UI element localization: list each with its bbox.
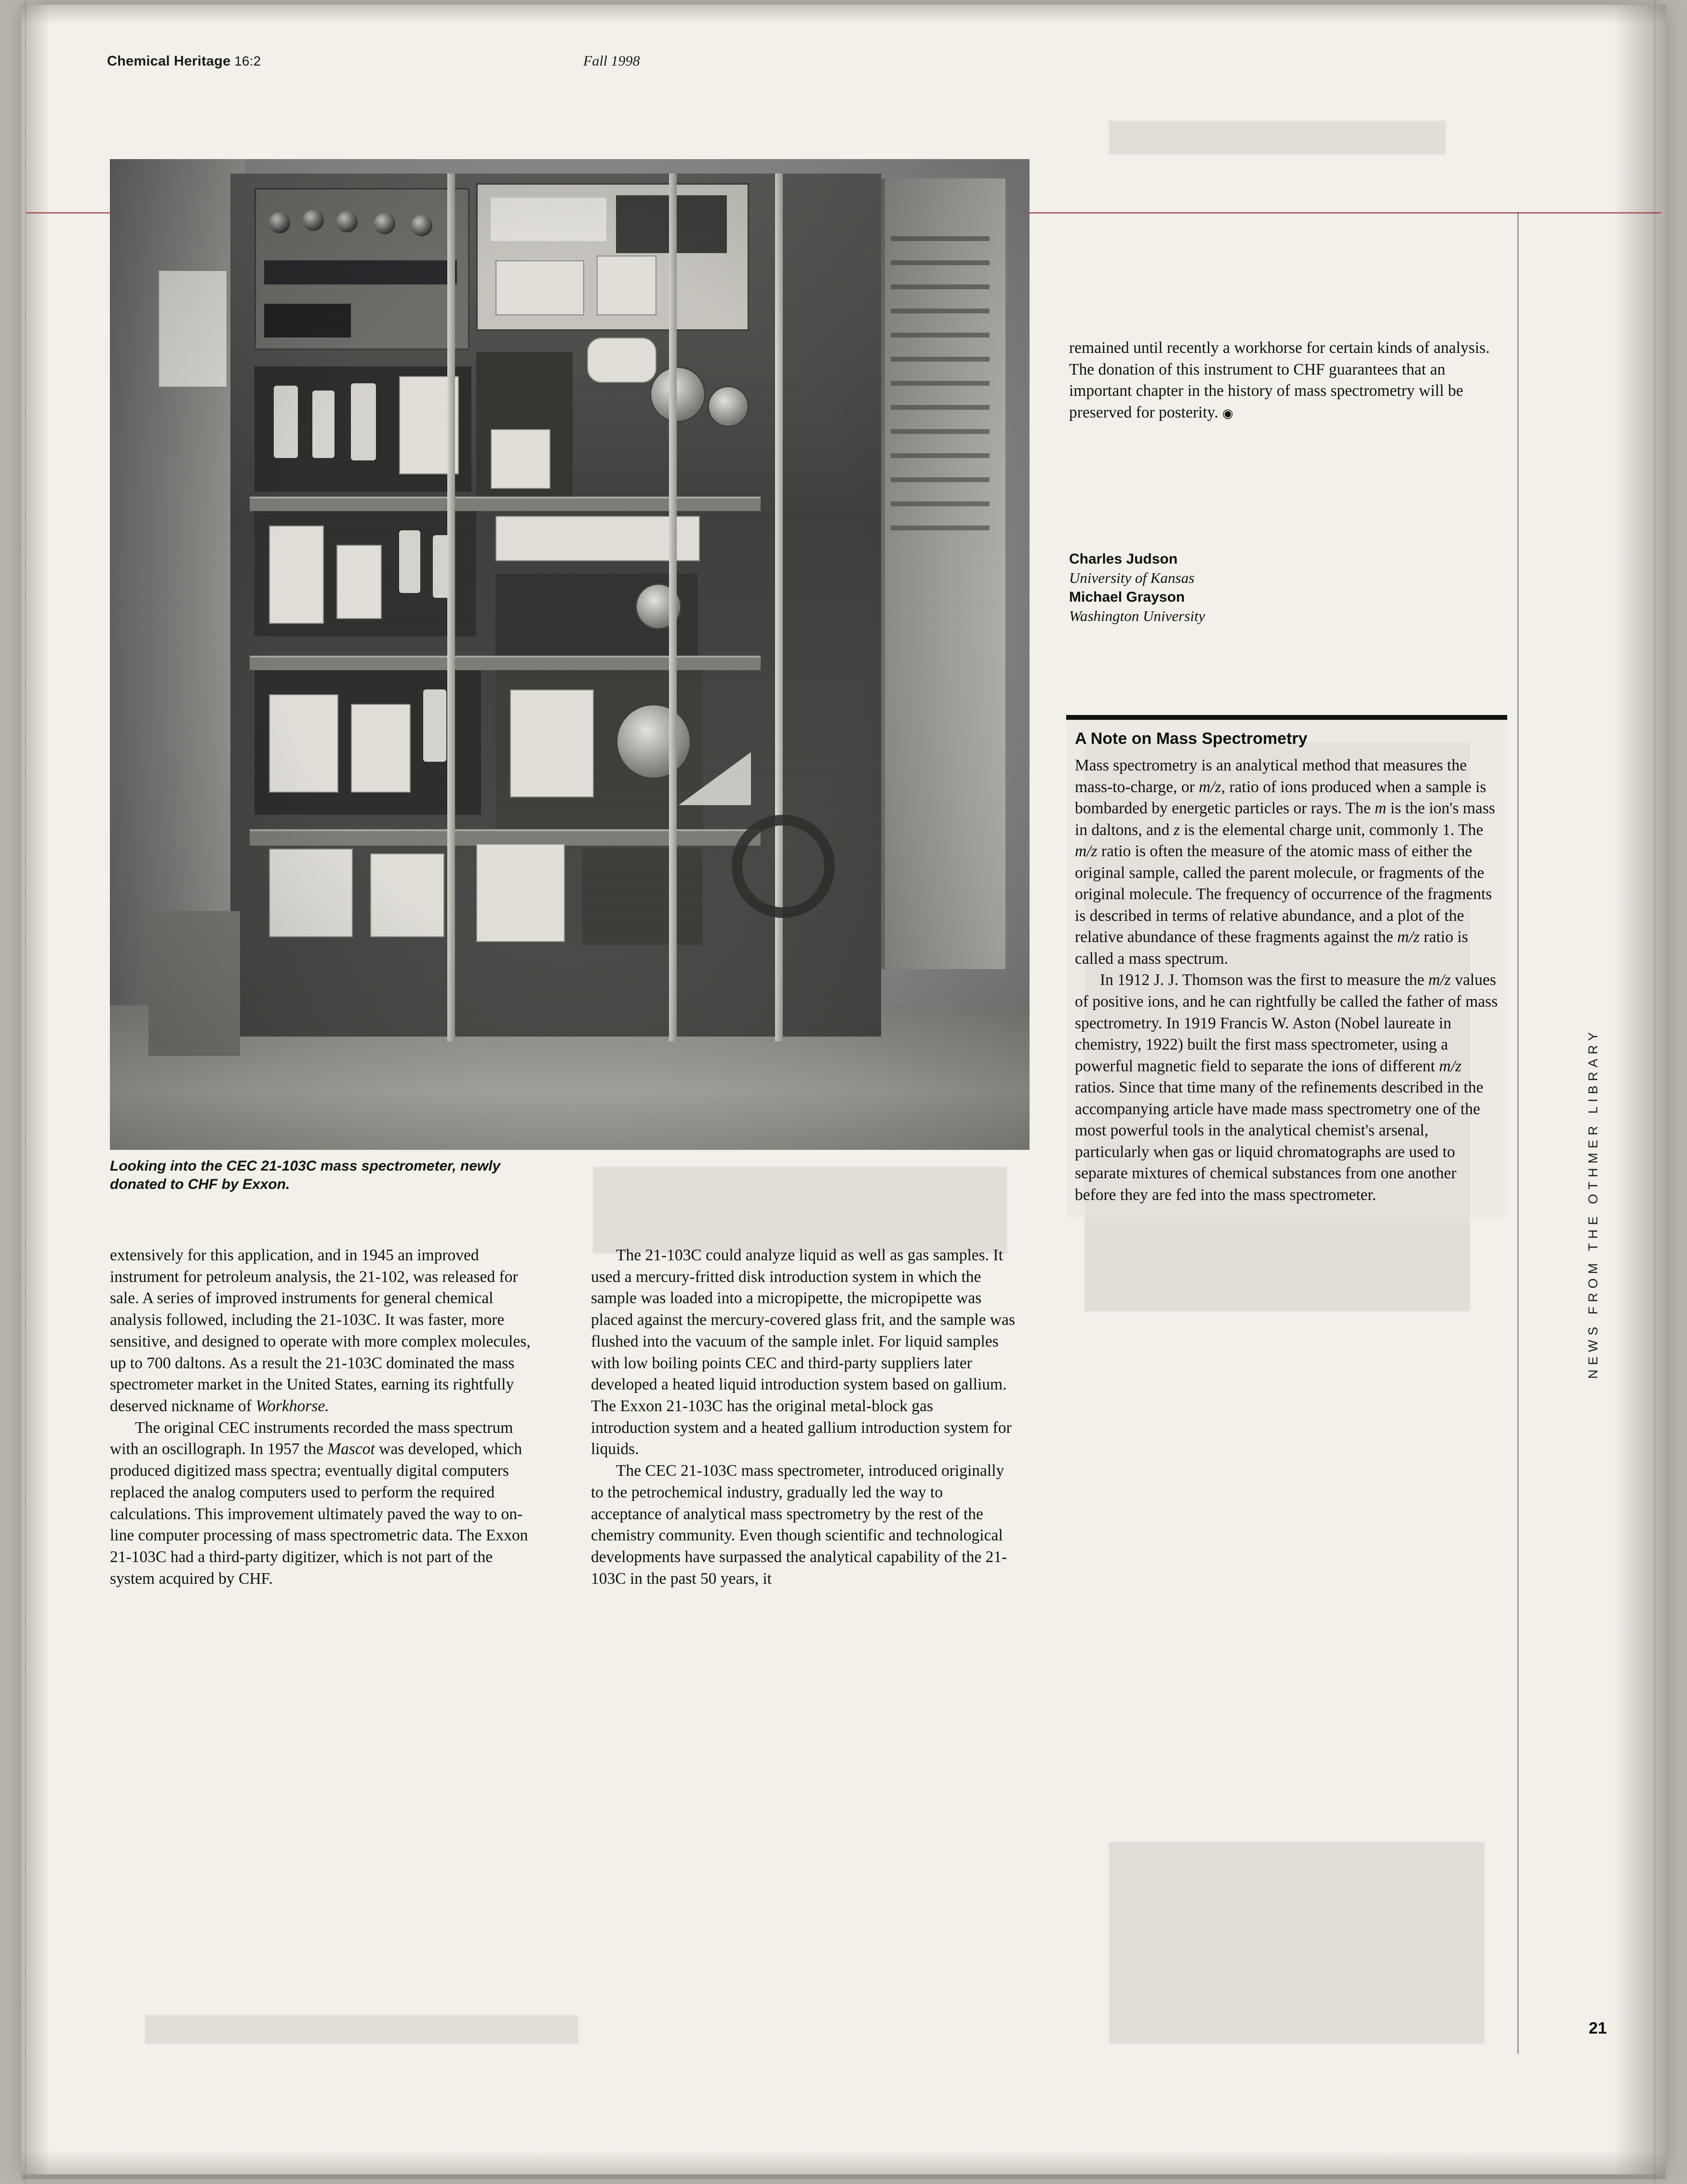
- scan-shadow-left: [21, 5, 50, 2174]
- photo-meter-strip: [264, 260, 457, 284]
- photo-white-module: [269, 526, 324, 624]
- photo-louver: [891, 501, 990, 506]
- paragraph: The CEC 21-103C mass spectrometer, introduced originally to the petrochemical industry, gradually led the way to acceptance of analytical mass spectrometry by the rest of the chemistry community. Even though scientific and technological developments have surpassed the analytical capability of the 21-103C in the past 50 years, it: [591, 1462, 1007, 1588]
- publication-title: Chemical Heritage: [107, 54, 231, 69]
- photo-display: [264, 304, 351, 337]
- article-column-1: [110, 1245, 534, 1590]
- photo-white-module: [336, 545, 382, 619]
- photo-white-module: [370, 853, 444, 937]
- photo-vacuum-tube: [399, 530, 420, 593]
- sidebar-body: [1075, 755, 1499, 1206]
- photo-knob: [303, 210, 324, 231]
- paragraph: [1069, 337, 1503, 424]
- photo-louver: [891, 405, 990, 410]
- paragraph: The original CEC instruments recorded the mass spectrum with an oscillograph. In 1957 the Mascot was developed, which produced digitized mass spectra; eventually digital computers replaced the analog computers used to perform the required calculations. This improvement ultimately paved the way to on-line computer processing of mass spectrometric data. The Exxon 21-103C had a third-party digitizer, which is not part of the system acquired by CHF.: [110, 1418, 528, 1588]
- photo-louver: [891, 284, 990, 289]
- bleed-through: [1109, 121, 1446, 154]
- photo-louver: [891, 260, 990, 265]
- photo-white-module: [597, 256, 656, 315]
- photo-white-module: [269, 849, 353, 937]
- bleed-through: [593, 1167, 1007, 1254]
- author-name-2: Michael Grayson: [1069, 589, 1185, 606]
- photo-cylinder: [587, 337, 656, 383]
- photo-knob: [374, 213, 395, 234]
- photo-shelf: [250, 497, 761, 511]
- sidebar-title: A Note on Mass Spectrometry: [1075, 729, 1308, 748]
- running-head: [107, 53, 261, 69]
- author-affiliation-1: University of Kansas: [1069, 569, 1195, 586]
- photo-louver: [891, 357, 990, 362]
- figure-caption: Looking into the CEC 21-103C mass spectrometer, newly donated to CHF by Exxon.: [110, 1158, 501, 1193]
- photo-vacuum-tube: [423, 689, 446, 762]
- photo-gauge: [708, 386, 749, 427]
- scan-shadow-right: [1613, 5, 1666, 2174]
- issue-date: Fall 1998: [583, 53, 640, 69]
- paragraph: extensively for this application, and in 1945 an improved instrument for petroleum analysis, the 21-102, was released for sale. A series of improved instruments for general chemical analysis followed, including the 21-103C. It was faster, more sensitive, and designed to operate with more complex molecules, up to 700 daltons. As a result the 21-103C dominated the mass spectrometer market in the United States, earning its rightfully deserved nickname of Workhorse.: [110, 1246, 531, 1416]
- photo-white-module: [491, 429, 550, 489]
- photo-open-door: [881, 178, 1005, 969]
- photo-vacuum-tube: [312, 391, 335, 458]
- sidebar-note-on-mass-spectrometry: [1066, 715, 1507, 1217]
- photo-brace: [679, 752, 751, 805]
- page-number: 21: [1589, 2019, 1607, 2037]
- scan-shadow-top: [21, 5, 1666, 24]
- photo-louver: [891, 477, 990, 482]
- photo-white-panel: [158, 270, 228, 388]
- volume-number: 16:2: [234, 54, 261, 68]
- photo-white-module: [476, 844, 565, 942]
- author-affiliation-2: Washington University: [1069, 607, 1205, 625]
- paragraph: The 21-103C could analyze liquid as well as gas samples. It used a mercury-fritted disk introduction system in which the sample was loaded into a micropipette, the micropipette was placed against the mercury-covered glass frit, and the sample was flushed into the vacuum of the sample inlet. For liquid samples with low boiling points CEC and third-party suppliers later developed a heated liquid introduction system based on gallium. The Exxon 21-103C has the original metal-block gas introduction system and a heated gallium introduction system for liquids.: [591, 1246, 1015, 1458]
- photo-knob: [336, 211, 358, 232]
- photo-dark-module: [582, 849, 703, 945]
- photo-vacuum-tube: [351, 383, 376, 460]
- photo-cabinet-base: [148, 911, 240, 1056]
- paragraph: Mass spectrometry is an analytical method that measures the mass-to-charge, or m/z, ratio of ions produced when a sample is bombarded by energetic particles or rays. The m is the ion's mass in daltons, and z is the elemental charge unit, commonly 1. The m/z ratio is often the measure of the atomic mass of either the original sample, called the parent molecule, or fragments of the original molecule. The frequency of occurrence of the fragments is described in terms of relative abundance, and a plot of the relative abundance of these fragments against the m/z ratio is called a mass spectrum.: [1075, 756, 1495, 968]
- article-column-3: [1069, 337, 1503, 424]
- photo-louver: [891, 309, 990, 313]
- scan-shadow-bottom: [21, 2150, 1666, 2179]
- photo-knob: [411, 215, 432, 236]
- photo-louver: [891, 381, 990, 386]
- column-divider: [1517, 212, 1519, 2054]
- byline: [1069, 550, 1503, 626]
- photo-white-module: [495, 260, 584, 315]
- photo-cable-coil: [732, 815, 835, 918]
- photo-louver: [891, 236, 990, 241]
- photo-louver: [891, 333, 990, 337]
- photo-gauge: [650, 366, 706, 422]
- photo-door-frame: [669, 174, 677, 1041]
- article-closing-text: remained until recently a workhorse for certain kinds of analysis. The donation of this instrument to CHF guarantees that an important chapter in the history of mass spectrometry will be preserved for posterity.: [1069, 339, 1490, 422]
- photo-door-frame: [447, 174, 455, 1041]
- photo-white-module: [269, 694, 338, 793]
- photo-shelf: [250, 656, 761, 670]
- photo-white-module: [510, 689, 594, 797]
- photo-cec-21-103c: [110, 159, 1030, 1150]
- article-column-2: [591, 1245, 1015, 1590]
- photo-white-module: [351, 704, 411, 793]
- photo-louver: [891, 453, 990, 458]
- bleed-through: [145, 2015, 578, 2044]
- photo-label-plate: [491, 198, 606, 241]
- photo-louver: [891, 526, 990, 530]
- bleed-through: [1109, 1842, 1485, 2044]
- photo-louver: [891, 429, 990, 434]
- photo-vacuum-tube: [274, 386, 298, 458]
- photo-knob: [269, 212, 290, 233]
- vertical-running-title: NEWS FROM THE OTHMER LIBRARY: [1586, 1027, 1600, 1379]
- author-name-1: Charles Judson: [1069, 551, 1178, 567]
- paragraph: In 1912 J. J. Thomson was the first to measure the m/z values of positive ions, and he can rightfully be called the father of mass spectrometry. In 1919 Francis W. Aston (Nobel laureate in chemistry, 1922) built the first mass spectrometer, using a powerful magnetic field to separate the ions of different m/z ratios. Since that time many of the refinements described in the accompanying article have made mass spectrometry one of the most powerful tools in the analytical chemist's arsenal, particularly when gas or liquid chromatographs are used to separate mixtures of chemical substances from one another before they are fed into the mass spectrometer.: [1075, 971, 1498, 1204]
- photo-shelf: [250, 829, 761, 846]
- end-mark: ◉: [1222, 406, 1233, 421]
